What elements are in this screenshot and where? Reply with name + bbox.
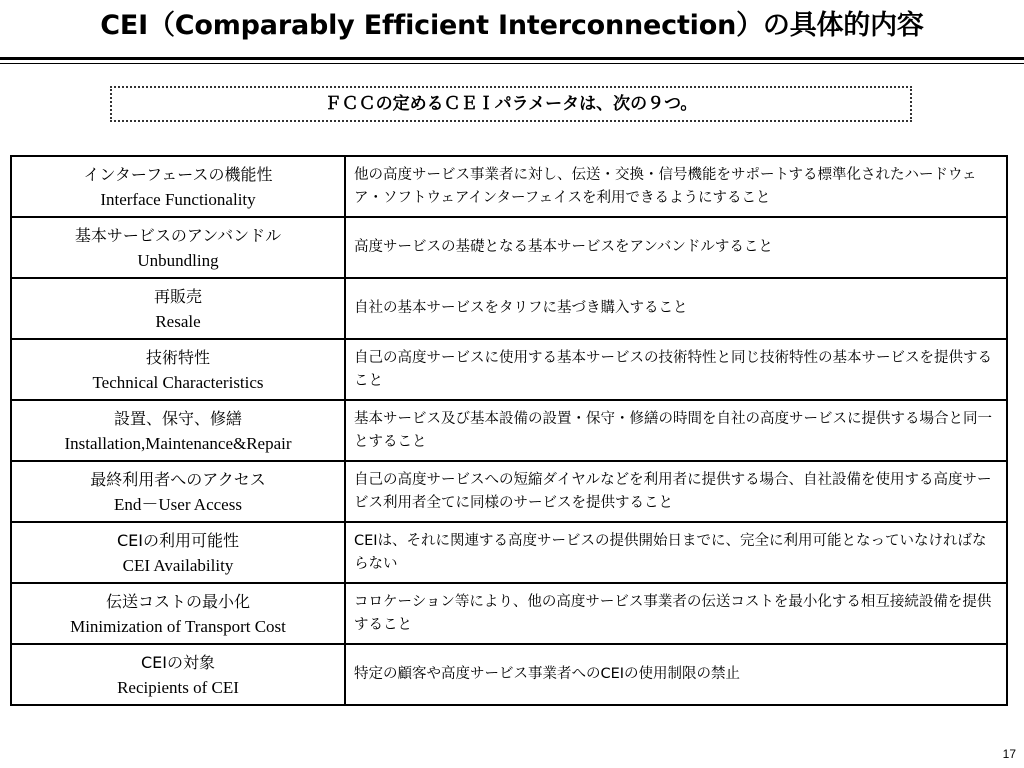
parameter-name-en: Installation,Maintenance&Repair [64, 433, 292, 453]
parameter-name-cell [11, 278, 345, 339]
parameter-name-en: Recipients of CEI [117, 677, 239, 697]
parameter-name-ja: CEIの対象 [140, 652, 215, 672]
parameter-name-en: CEI Availability [122, 555, 234, 575]
parameter-name-cell [11, 644, 345, 705]
table-row [11, 339, 1007, 400]
parameter-name-cell [11, 400, 345, 461]
subtitle-box: ＦＣＣの定めるＣＥＩパラメータは、次の９つ。 [110, 86, 912, 122]
parameter-name-en: Technical Characteristics [92, 372, 264, 392]
parameter-description: CEIは、それに関連する高度サービスの提供開始日までに、完全に利用可能となっていなければならない [345, 522, 1007, 583]
parameter-name-cell [11, 583, 345, 644]
parameter-description: 自己の高度サービスへの短縮ダイヤルなどを利用者に提供する場合、自社設備を使用する高度サービス利用者全てに同様のサービスを提供すること [345, 461, 1007, 522]
slide-title: CEI（Comparably Efficient Interconnection）の具体的内容 [100, 10, 924, 41]
parameter-name-ja: CEIの利用可能性 [116, 530, 239, 550]
parameter-description: コロケーション等により、他の高度サービス事業者の伝送コストを最小化する相互接続設備を提供すること [345, 583, 1007, 644]
parameter-description: 自己の高度サービスに使用する基本サービスの技術特性と同じ技術特性の基本サービスを提供すること [345, 339, 1007, 400]
table-row [11, 522, 1007, 583]
parameter-name-ja: 技術特性 [145, 347, 210, 367]
page-number: 17 [1002, 747, 1016, 761]
parameter-name-cell [11, 156, 345, 217]
table-row [11, 217, 1007, 278]
parameter-name-ja: 基本サービスのアンバンドル [74, 225, 282, 245]
parameter-name-en: Unbundling [137, 250, 219, 270]
parameter-description: 基本サービス及び基本設備の設置・保守・修繕の時間を自社の高度サービスに提供する場合と同一とすること [345, 400, 1007, 461]
table-row [11, 461, 1007, 522]
parameter-name-ja: 再販売 [153, 286, 202, 306]
parameter-name-en: Interface Functionality [100, 189, 256, 209]
parameter-description: 特定の顧客や高度サービス事業者へのCEIの使用制限の禁止 [345, 644, 1007, 705]
parameter-description: 自社の基本サービスをタリフに基づき購入すること [345, 278, 1007, 339]
title-divider-thick [0, 57, 1024, 60]
parameter-name-cell [11, 217, 345, 278]
table-row [11, 644, 1007, 705]
title-divider-thin [0, 63, 1024, 64]
table-row [11, 156, 1007, 217]
parameter-name-en: End－User Access [114, 494, 242, 514]
table-row [11, 583, 1007, 644]
parameter-name-ja: 伝送コストの最小化 [105, 591, 250, 611]
parameter-name-ja: 設置、保守、修繕 [113, 408, 242, 428]
table-row [11, 278, 1007, 339]
parameter-description: 高度サービスの基礎となる基本サービスをアンバンドルすること [345, 217, 1007, 278]
parameter-name-cell [11, 339, 345, 400]
table-body [11, 156, 1007, 705]
table-row [11, 400, 1007, 461]
parameter-name-cell [11, 522, 345, 583]
parameter-name-ja: 最終利用者へのアクセス [90, 469, 266, 489]
parameter-name-en: Minimization of Transport Cost [70, 616, 286, 636]
parameter-description: 他の高度サービス事業者に対し、伝送・交換・信号機能をサポートする標準化されたハードウェア・ソフトウェアインターフェイスを利用できるようにすること [345, 156, 1007, 217]
parameter-name-cell [11, 461, 345, 522]
parameter-name-en: Resale [155, 311, 201, 331]
parameter-name-ja: インターフェースの機能性 [83, 164, 273, 184]
cei-parameters-table [10, 155, 1008, 706]
